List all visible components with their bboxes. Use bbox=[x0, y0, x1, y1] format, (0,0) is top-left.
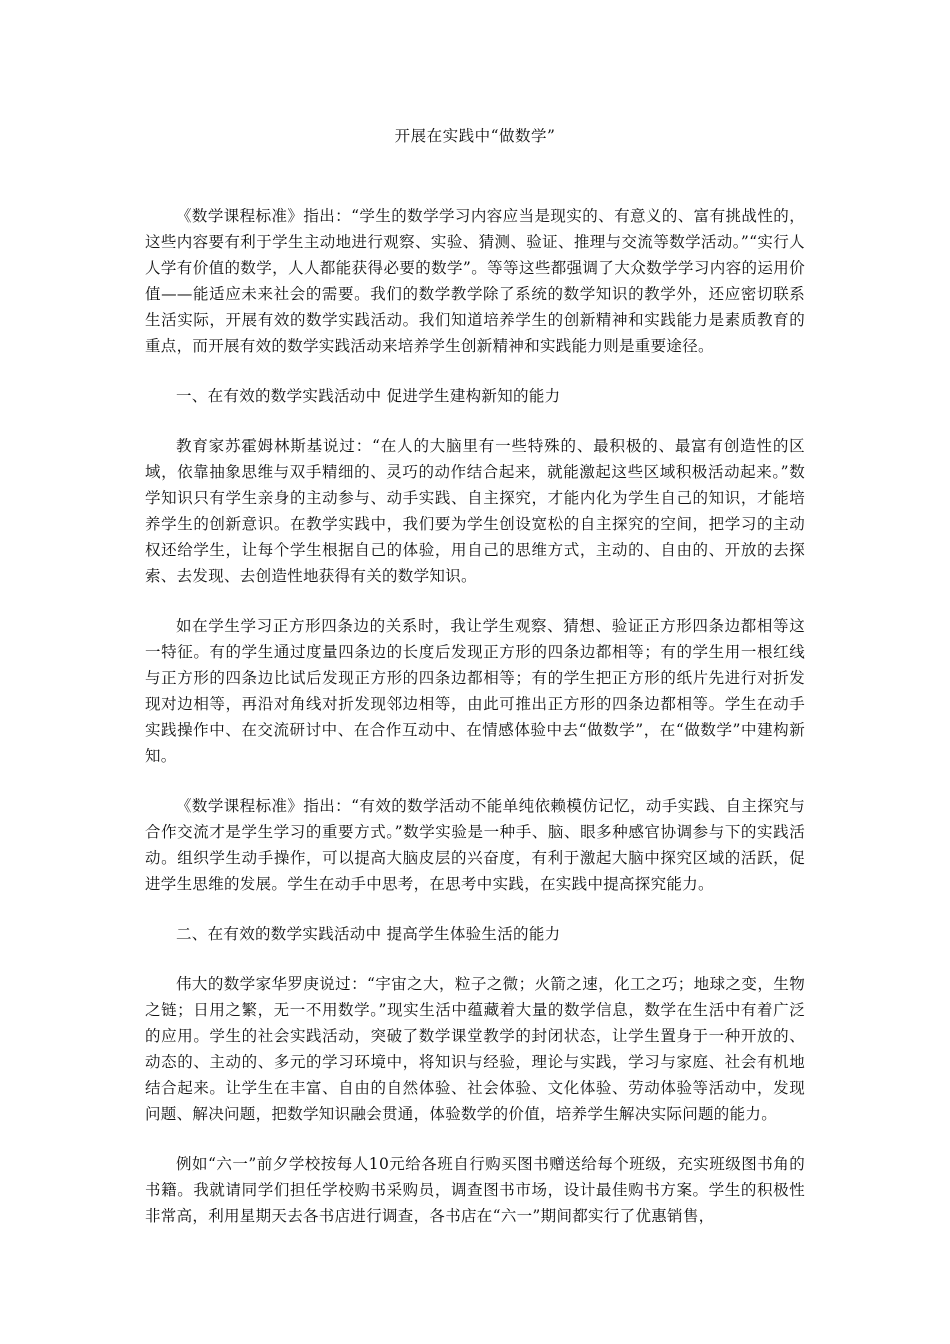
paragraph: 例如“六一”前夕学校按每人10元给各班自行购买图书赠送给每个班级，充实班级图书角的书籍。我就请同学们担任学校购书采购员，调查图书市场，设计最佳购书方案。学生的积极性非常高，利用星期天去各书店进行调查，各书店在“六一”期间都实行了优惠销售， bbox=[145, 1155, 805, 1225]
paragraph: 伟大的数学家华罗庚说过：“宇宙之大，粒子之微；火箭之速，化工之巧；地球之变，生物之链；日用之繁，无一不用数学。”现实生活中蕴藏着大量的数学信息，数学在生活中有着广泛的应用。学生的社会实践活动，突破了数学课堂教学的封闭状态，让学生置身于一种开放的、动态的、主动的、多元的学习环境中，将知识与经验，理论与实践，学习与家庭、社会有机地结合起来。让学生在丰富、自由的自然体验、社会体验、文化体验、劳动体验等活动中，发现问题、解决问题，把数学知识融会贯通，体验数学的价值，培养学生解决实际问题的能力。 bbox=[145, 975, 805, 1123]
paragraph-intro: 《数学课程标准》指出：“学生的数学学习内容应当是现实的、有意义的、富有挑战性的，这些内容要有利于学生主动地进行观察、实验、猜测、验证、推理与交流等数学活动。”“实行人人学有价值的数学，人人都能获得必要的数学”。等等这些都强调了大众数学学习内容的运用价值——能适应未来社会的需要。我们的数学教学除了系统的数学知识的教学外，还应密切联系生活实际，开展有效的数学实践活动。我们知道培养学生的创新精神和实践能力是素质教育的重点，而开展有效的数学实践活动来培养学生创新精神和实践能力则是重要途径。 bbox=[145, 207, 805, 355]
section-heading-2: 二、在有效的数学实践活动中 提高学生体验生活的能力 bbox=[176, 925, 561, 943]
document-body bbox=[145, 203, 805, 1229]
section-heading-1: 一、在有效的数学实践活动中 促进学生建构新知的能力 bbox=[176, 387, 561, 405]
document-title: 开展在实践中“做数学” bbox=[394, 127, 556, 145]
paragraph: 《数学课程标准》指出：“有效的数学活动不能单纯依赖模仿记忆，动手实践、自主探究与合作交流才是学生学习的重要方式。”数学实验是一种手、脑、眼多种感官协调参与下的实践活动。组织学生动手操作，可以提高大脑皮层的兴奋度，有利于激起大脑中探究区域的活跃，促进学生思维的发展。学生在动手中思考，在思考中实践，在实践中提高探究能力。 bbox=[145, 797, 805, 893]
paragraph: 如在学生学习正方形四条边的关系时，我让学生观察、猜想、验证正方形四条边都相等这一特征。有的学生通过度量四条边的长度后发现正方形的四条边都相等；有的学生用一根红线与正方形的四条边比试后发现正方形的四条边都相等；有的学生把正方形的纸片先进行对折发现对边相等，再沿对角线对折发现邻边相等，由此可推出正方形的四条边都相等。学生在动手实践操作中、在交流研讨中、在合作互动中、在情感体验中去“做数学”，在“做数学”中建构新知。 bbox=[145, 617, 805, 765]
paragraph: 教育家苏霍姆林斯基说过：“在人的大脑里有一些特殊的、最积极的、最富有创造性的区域，依靠抽象思维与双手精细的、灵巧的动作结合起来，就能激起这些区域积极活动起来。”数学知识只有学生亲身的主动参与、动手实践、自主探究，才能内化为学生自己的知识，才能培养学生的创新意识。在教学实践中，我们要为学生创设宽松的自主探究的空间，把学习的主动权还给学生，让每个学生根据自己的体验，用自己的思维方式，主动的、自由的、开放的去探索、去发现、去创造性地获得有关的数学知识。 bbox=[145, 437, 805, 585]
